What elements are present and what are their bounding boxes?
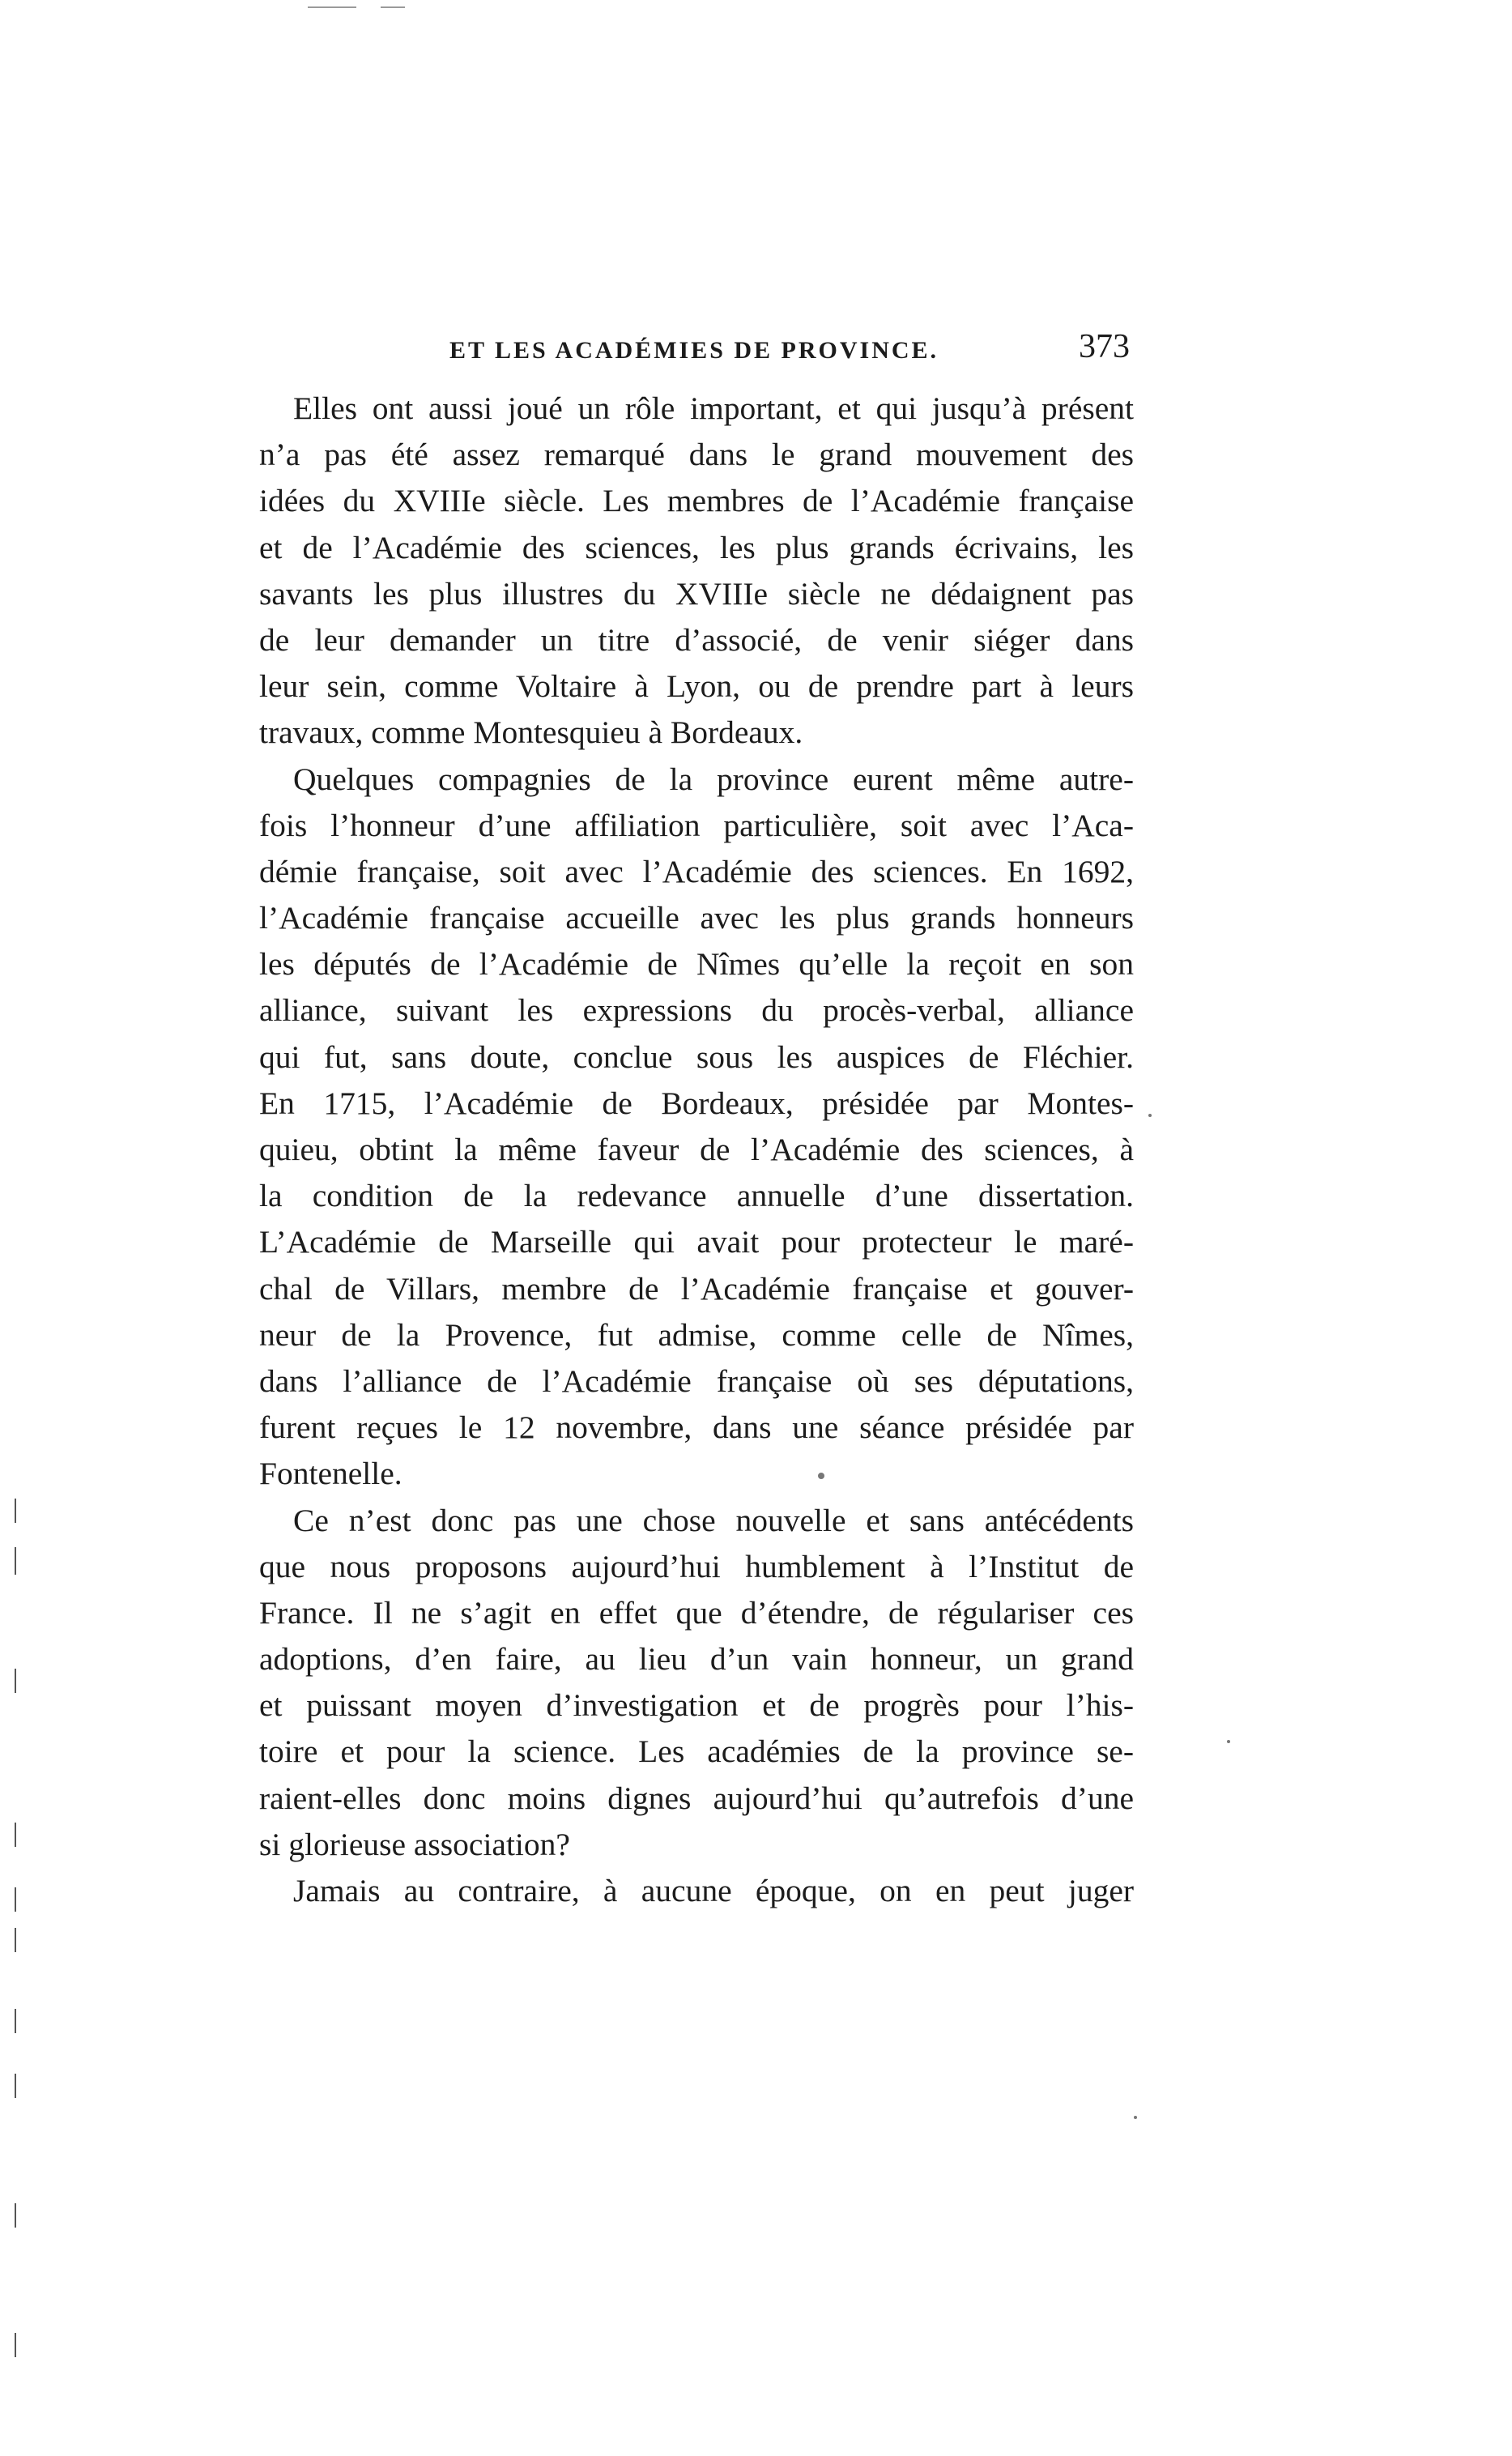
scan-artifact [308, 6, 356, 8]
text-line: adoptions, d’en faire, au lieu d’un vain honneur, un grand [259, 1641, 1134, 1678]
running-title: ET LES ACADÉMIES DE PROVINCE. [449, 337, 939, 364]
text-line: fois l’honneur d’une affiliation particulière, soit avec l’Aca- [259, 807, 1134, 843]
text-line: démie française, soit avec l’Académie des sciences. En 1692, [259, 853, 1134, 889]
text-line: France. Il ne s’agit en effet que d’étendre, de régulariser ces [259, 1594, 1134, 1631]
scan-artifact [15, 1887, 16, 1912]
body-text [259, 386, 1134, 1914]
text-line: qui fut, sans doute, conclue sous les auspices de Fléchier. [259, 1038, 1134, 1075]
text-line: alliance, suivant les expressions du procès-verbal, alliance [259, 992, 1134, 1029]
text-line: que nous proposons aujourd’hui humblement à l’Institut de [259, 1548, 1134, 1584]
text-line: si glorieuse association? [259, 1826, 570, 1862]
text-line: n’a pas été assez remarqué dans le grand mouvement des [259, 437, 1134, 473]
text-line: travaux, comme Montesquieu à Bordeaux. [259, 714, 803, 751]
text-line: En 1715, l’Académie de Bordeaux, présidée par Montes- [259, 1085, 1134, 1121]
scan-artifact [15, 1499, 16, 1523]
text-line: furent reçues le 12 novembre, dans une séance présidée par [259, 1409, 1134, 1446]
scan-artifact [1227, 1740, 1230, 1743]
text-line: raient-elles donc moins dignes aujourd’hui qu’autrefois d’une [259, 1780, 1134, 1816]
running-head [263, 327, 1130, 373]
text-line: de leur demander un titre d’associé, de venir siéger dans [259, 621, 1134, 658]
text-line: Quelques compagnies de la province eurent même autre- [293, 761, 1134, 797]
text-line: dans l’alliance de l’Académie française où ses députations, [259, 1362, 1134, 1399]
scan-artifact [1148, 1114, 1152, 1117]
text-line: L’Académie de Marseille qui avait pour protecteur le maré- [259, 1224, 1134, 1260]
scan-artifact [15, 1669, 16, 1693]
text-line: neur de la Provence, fut admise, comme celle de Nîmes, [259, 1316, 1134, 1353]
scan-artifact [15, 1928, 16, 1952]
text-line: idées du XVIIIe siècle. Les membres de l’Académie française [259, 483, 1134, 519]
scan-artifact [15, 2074, 16, 2098]
text-line: Elles ont aussi joué un rôle important, et qui jusqu’à présent [293, 390, 1134, 426]
text-line: chal de Villars, membre de l’Académie française et gouver- [259, 1270, 1134, 1307]
scan-artifact [15, 2009, 16, 2033]
text-line: l’Académie française accueille avec les plus grands honneurs [259, 900, 1134, 936]
scan-artifact [818, 1473, 824, 1479]
scan-artifact [1134, 2116, 1137, 2119]
text-line: et de l’Académie des sciences, les plus grands écrivains, les [259, 529, 1134, 565]
text-line: leur sein, comme Voltaire à Lyon, ou de prendre part à leurs [259, 668, 1134, 705]
text-line: Ce n’est donc pas une chose nouvelle et sans antécédents [293, 1502, 1134, 1538]
page-number: 373 [1079, 328, 1130, 365]
scan-artifact [15, 2203, 16, 2228]
text-line: Fontenelle. [259, 1456, 402, 1492]
scan-artifact [381, 6, 405, 8]
text-line: Jamais au contraire, à aucune époque, on en peut juger [293, 1873, 1134, 1908]
text-line: la condition de la redevance annuelle d’une dissertation. [259, 1178, 1134, 1214]
scan-artifact [15, 1823, 16, 1847]
scan-artifact [15, 2333, 16, 2357]
text-line: savants les plus illustres du XVIIIe siècle ne dédaignent pas [259, 575, 1134, 612]
text-line: toire et pour la science. Les académies de la province se- [259, 1733, 1134, 1770]
text-line: quieu, obtint la même faveur de l’Académie des sciences, à [259, 1132, 1134, 1167]
scan-artifact [15, 1547, 16, 1575]
text-line: et puissant moyen d’investigation et de progrès pour l’his- [259, 1687, 1134, 1724]
text-line: les députés de l’Académie de Nîmes qu’elle la reçoit en son [259, 946, 1134, 983]
